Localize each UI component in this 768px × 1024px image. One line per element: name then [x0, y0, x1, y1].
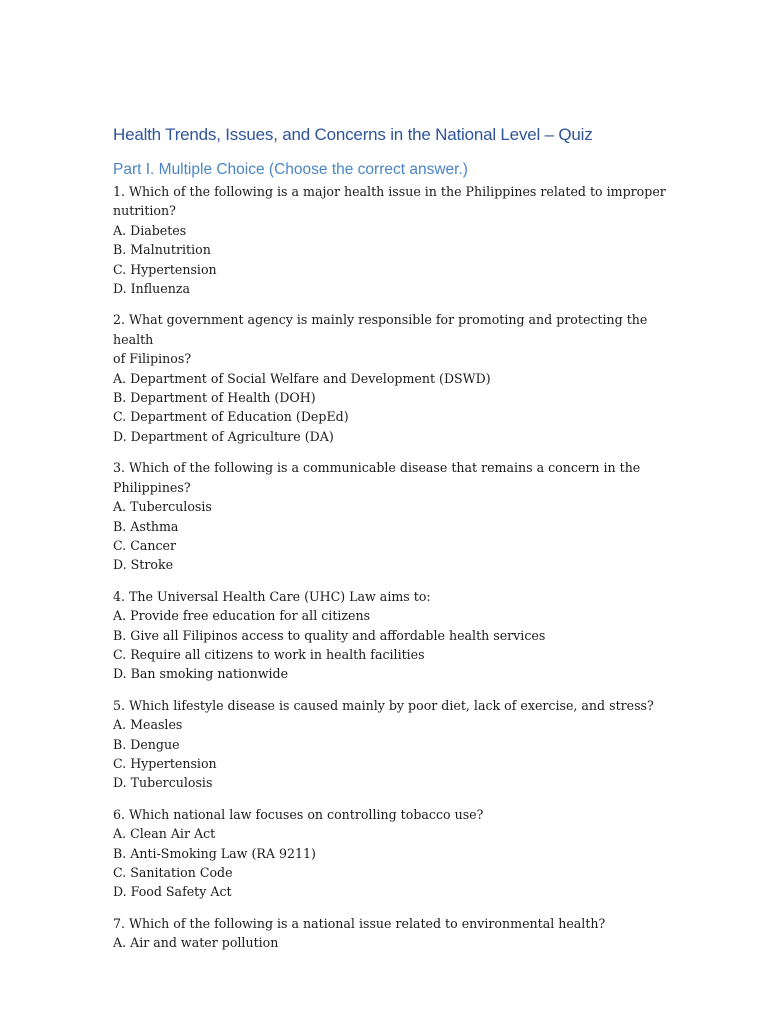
answer-option: D. Food Safety Act [113, 884, 232, 900]
answer-option: D. Tuberculosis [113, 775, 213, 791]
section-heading: Part I. Multiple Choice (Choose the correct answer.) [113, 161, 468, 178]
answer-option: A. Clean Air Act [113, 826, 216, 842]
answer-option: C. Hypertension [113, 755, 217, 771]
answer-option: C. Sanitation Code [113, 865, 233, 880]
question-5 [113, 696, 673, 793]
question-text: Philippines? [113, 479, 191, 495]
answer-option: B. Department of Health (DOH) [113, 390, 316, 406]
question-1 [113, 182, 673, 298]
question-text: 6. Which national law focuses on controlling tobacco use? [113, 806, 484, 822]
answer-option: A. Tuberculosis [113, 499, 212, 515]
answer-option: A. Air and water pollution [113, 935, 279, 951]
answer-option: B. Malnutrition [113, 242, 211, 258]
question-text: 2. What government agency is mainly responsible for promoting and protecting the health [113, 312, 648, 347]
answer-option: A. Department of Social Welfare and Development (DSWD) [113, 370, 491, 386]
question-text: nutrition? [113, 203, 176, 219]
answer-option: D. Stroke [113, 557, 174, 573]
question-7 [113, 914, 673, 953]
question-text: 4. The Universal Health Care (UHC) Law aims to: [113, 588, 431, 604]
question-text: 1. Which of the following is a major health issue in the Philippines related to improper [113, 184, 666, 199]
question-2 [113, 310, 673, 446]
document-title: Health Trends, Issues, and Concerns in the National Level – Quiz [113, 125, 593, 144]
answer-option: B. Anti-Smoking Law (RA 9211) [113, 845, 316, 861]
answer-option: B. Dengue [113, 736, 180, 752]
answer-option: D. Ban smoking nationwide [113, 666, 289, 682]
answer-option: C. Require all citizens to work in health facilities [113, 646, 425, 662]
question-list [113, 182, 673, 953]
question-text: of Filipinos? [113, 351, 192, 367]
answer-option: A. Measles [113, 717, 183, 733]
answer-option: C. Department of Education (DepEd) [113, 409, 349, 425]
question-text: 7. Which of the following is a national issue related to environmental health? [113, 915, 606, 931]
answer-option: D. Department of Agriculture (DA) [113, 428, 334, 444]
answer-option: B. Asthma [113, 518, 179, 534]
question-4 [113, 587, 673, 684]
question-text: 3. Which of the following is a communicable disease that remains a concern in the [113, 460, 641, 476]
answer-option: A. Provide free education for all citizens [113, 608, 371, 624]
question-6 [113, 805, 673, 902]
answer-option: D. Influenza [113, 281, 190, 297]
answer-option: B. Give all Filipinos access to quality and affordable health services [113, 627, 546, 643]
question-text: 5. Which lifestyle disease is caused mainly by poor diet, lack of exercise, and stress? [113, 697, 654, 713]
answer-option: C. Cancer [113, 537, 176, 553]
question-3 [113, 458, 673, 574]
document-content [113, 124, 673, 965]
answer-option: A. Diabetes [113, 222, 187, 238]
answer-option: C. Hypertension [113, 261, 217, 277]
